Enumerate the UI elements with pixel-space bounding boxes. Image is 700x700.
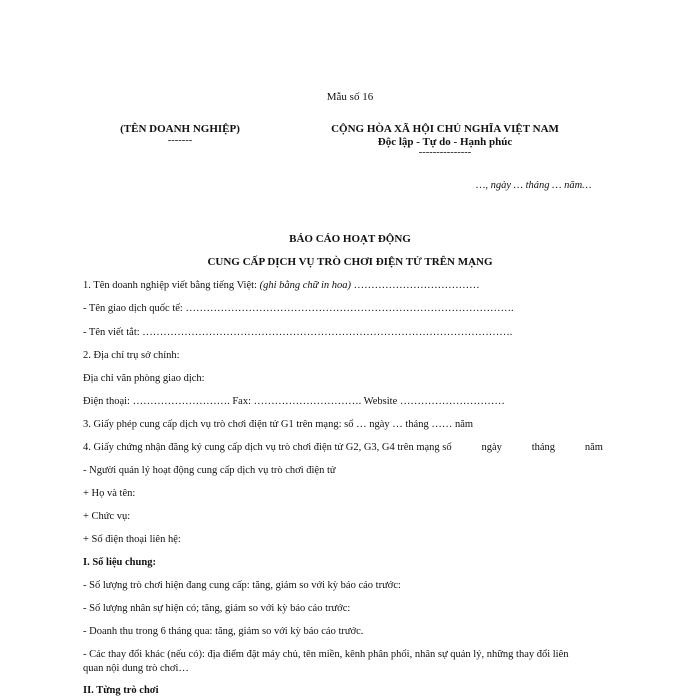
- field-contact-info: Điện thoại: ………………………. Fax: …………………………. Website …………………………: [83, 396, 505, 407]
- section-general-item: quan nội dung trò chơi…: [83, 663, 189, 674]
- field-international-name: - Tên giao dịch quốc tế: ………………………………………………………………………………….: [83, 303, 514, 314]
- field-g2-g4-day: ngày: [481, 442, 502, 453]
- field-enterprise-name-vn-note: (ghi bằng chữ in hoa): [259, 280, 352, 291]
- field-enterprise-name-vn-label: 1. Tên doanh nghiệp viết bằng tiếng Việt:: [83, 280, 260, 291]
- form-number: Mẫu số 16: [326, 91, 374, 103]
- section-general-heading: I. Số liệu chung:: [83, 557, 156, 568]
- section-general-item: - Số lượng nhân sự hiện có; tăng, giảm so với kỳ báo cáo trước:: [83, 603, 351, 614]
- field-head-office: 2. Địa chỉ trụ sở chính:: [83, 350, 180, 361]
- field-enterprise-name-vn: [83, 280, 480, 291]
- field-g1-license: 3. Giấy phép cung cấp dịch vụ trò chơi điện tử G1 trên mạng: số … ngày … tháng …… năm: [83, 419, 474, 430]
- field-g2-g4-certificate: [83, 442, 603, 453]
- field-manager-position: + Chức vụ:: [83, 511, 131, 522]
- date-line: …, ngày … tháng … năm…: [476, 180, 592, 191]
- field-manager-phone: + Số điện thoại liên hệ:: [83, 534, 181, 545]
- field-g2-g4-certificate-label: 4. Giấy chứng nhận đăng ký cung cấp dịch vụ trò chơi điện tử G2, G3, G4 trên mạng số: [83, 442, 452, 453]
- enterprise-name: (TÊN DOANH NGHIỆP): [120, 123, 240, 135]
- field-manager-name: + Họ và tên:: [83, 488, 136, 499]
- field-manager: - Người quản lý hoạt động cung cấp dịch vụ trò chơi điện tử: [83, 465, 336, 476]
- motto: Độc lập - Tự do - Hạnh phúc: [377, 136, 513, 148]
- section-games-heading: II. Từng trò chơi: [83, 685, 159, 696]
- left-divider: -------: [167, 135, 193, 146]
- report-title-line2: CUNG CẤP DỊCH VỤ TRÒ CHƠI ĐIỆN TỬ TRÊN MẠNG: [207, 256, 493, 268]
- report-title-line1: BÁO CÁO HOẠT ĐỘNG: [289, 233, 411, 245]
- section-general-item: - Số lượng trò chơi hiện đang cung cấp: tăng, giảm so với kỳ báo cáo trước:: [83, 580, 401, 591]
- section-general-item: - Doanh thu trong 6 tháng qua: tăng, giảm so với kỳ báo cáo trước.: [83, 626, 364, 637]
- field-short-name: - Tên viết tắt: …………………………………………………………………………………………….: [83, 327, 513, 338]
- section-general-item: - Các thay đổi khác (nếu có): địa điểm đặt máy chủ, tên miền, kênh phân phối, nhân sự quản lý, những thay đổi liên: [83, 649, 569, 660]
- field-enterprise-name-vn-dots: ………………………………: [351, 280, 480, 291]
- right-divider: ---------------: [418, 147, 472, 158]
- field-g2-g4-month: tháng: [531, 442, 556, 453]
- field-office-address: Địa chỉ văn phòng giao dịch:: [83, 373, 205, 384]
- field-g2-g4-year: năm: [584, 442, 603, 453]
- country-name: CỘNG HÒA XÃ HỘI CHỦ NGHĨA VIỆT NAM: [331, 123, 559, 135]
